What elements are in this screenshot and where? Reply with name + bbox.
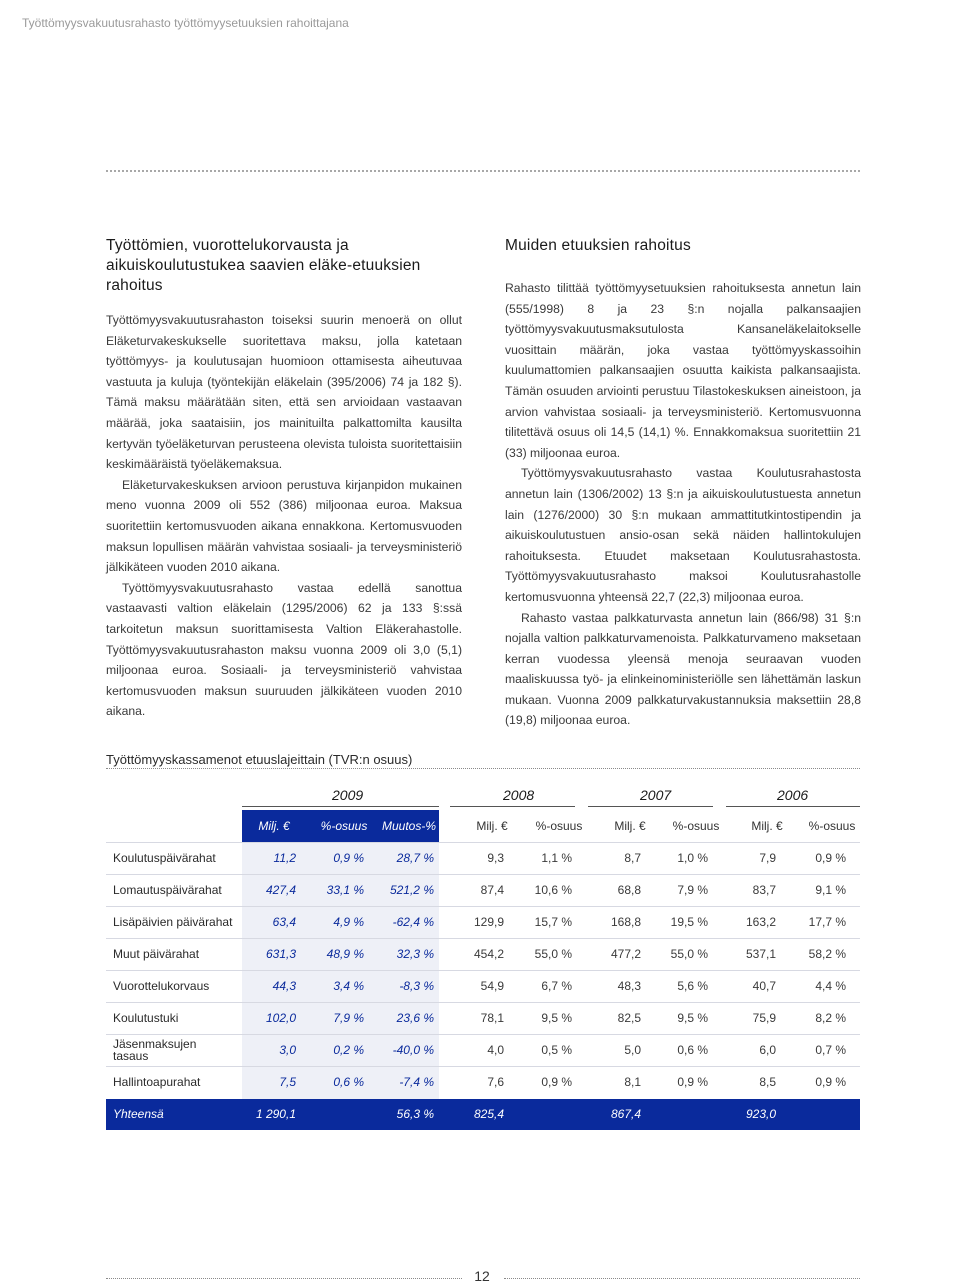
cell: 7,9 % — [677, 883, 708, 897]
cell: 0,9 % — [333, 851, 364, 865]
right-paragraph-3: Rahasto vastaa palkkaturvasta annetun lain (866/98) 31 §:n nojalla valtion palkkaturvamenoista. Palkkaturvameno maksetaan kerran vuodessa yleensä menoja seuraavan vuoden maaliskuussa työ- ja elinkeinoministeriölle sen lähettämän laskun mukaan. Vuonna 2009 palkkaturvakustannuksia maksettiin 28,8 (19,8) miljoonaa euroa. — [505, 610, 861, 728]
cell: 0,9 % — [541, 1075, 572, 1089]
right-paragraph-2: Työttömyysvakuutusrahasto vastaa Koulutusrahastosta annetun lain (1306/2002) 13 §:n ja aikuiskoulutustuesta annetun lain (1276/2000) 30 §:n mukaan ammattitutkintostipendin ja aikuiskoulutustuen ansio-osan sekä näiden hallintokulujen rahoituksesta. Etuudet maksetaan Koulutusrahastosta. Työttömyysvakuutusrahasto maksoi Koulutusrahastolle kertomusvuonna yhteensä 22,7 (22,3) miljoonaa euroa. — [505, 466, 861, 604]
cell: -62,4 % — [392, 915, 434, 929]
cell: 0,7 % — [815, 1043, 846, 1057]
cell: 5,6 % — [677, 979, 708, 993]
year-2006: 2006 — [777, 787, 809, 803]
table-row — [106, 1002, 860, 1034]
cell: 0,9 % — [677, 1075, 708, 1089]
cell: 83,7 — [752, 883, 776, 897]
cell: 521,2 % — [389, 883, 434, 897]
year-2008: 2008 — [503, 787, 535, 803]
col-header-osuus-2008: %-osuus — [535, 819, 583, 833]
left-section-title: Työttömien, vuorottelukorvausta ja aikuiskoulutustukea saavien eläke-etuuksien rahoitus — [106, 237, 421, 294]
total-milj-2007: 867,4 — [610, 1107, 641, 1121]
cell: 4,9 % — [333, 915, 364, 929]
cell: 82,5 — [617, 1011, 641, 1025]
total-milj-2008: 825,4 — [473, 1107, 504, 1121]
row-label: Koulutustuki — [113, 1011, 179, 1025]
cell: 1,1 % — [541, 851, 572, 865]
cell: 3,0 — [279, 1043, 296, 1057]
col-header-muutos-2009: Muutos-% — [381, 819, 437, 833]
table-row — [106, 970, 860, 1002]
cell: 63,4 — [272, 915, 296, 929]
cell: 0,6 % — [677, 1043, 708, 1057]
row-label: Muut päivärahat — [113, 947, 200, 961]
year-rule-2007 — [588, 806, 713, 807]
cell: 9,3 — [487, 851, 504, 865]
cell: 427,4 — [265, 883, 296, 897]
cell: 9,5 % — [541, 1011, 572, 1025]
cell: 19,5 % — [670, 915, 708, 929]
cell: 23,6 % — [396, 1011, 434, 1025]
cell: 17,7 % — [808, 915, 846, 929]
cell: 454,2 — [473, 947, 504, 961]
left-paragraph-3: Työttömyysvakuutusrahasto vastaa edellä sanottua vastaavasti valtion eläkelain (1295/2006) 62 ja 133 §:ssä tarkoitetun maksun suorittamisesta Valtion Eläkerahastolle. Työttömyysvakuutusrahaston maksu vuonna 2009 oli 3,0 (5,1) miljoonaa euroa. Sosiaali- ja terveysministeriö vahvistaa kertomusvuoden maksun suuruuden jälkikäteen vuoden 2010 aikana. — [106, 580, 462, 719]
cell: 15,7 % — [534, 915, 572, 929]
col-header-osuus-2006: %-osuus — [808, 819, 856, 833]
cell: 87,4 — [480, 883, 504, 897]
table-title: Työttömyyskassamenot etuuslajeittain (TVR:n osuus) — [106, 752, 413, 767]
cell: 8,1 — [624, 1075, 641, 1089]
total-milj-2009: 1 290,1 — [255, 1107, 296, 1121]
year-rule-2009 — [242, 806, 439, 807]
total-muutos-2009: 56,3 % — [396, 1107, 434, 1121]
running-header: Työttömyysvakuutusrahasto työttömyysetuuksien rahoittajana — [22, 16, 349, 30]
cell: 0,5 % — [541, 1043, 572, 1057]
left-paragraph-2: Eläketurvakeskuksen arvioon perustuva kirjanpidon mukainen meno vuonna 2009 oli 552 (386) miljoonaa euroa. Maksua suoritettiin kertomusvuoden aikana ennakkona. Kertomusvuoden maksun lopullisen määrän vahvistaa sosiaali- ja terveysministeriö jälkikäteen vuoden 2010 aikana. — [106, 477, 462, 575]
left-column — [106, 236, 462, 722]
cell: 7,9 % — [333, 1011, 364, 1025]
cell: 7,6 — [487, 1075, 504, 1089]
col-header-milj-2006: Milj. € — [751, 819, 783, 833]
cell: 40,7 — [752, 979, 776, 993]
page-number: 12 — [474, 1268, 490, 1284]
row-label: Jäsenmaksujen tasaus — [113, 1037, 197, 1063]
row-label: Lomautuspäivärahat — [113, 883, 222, 897]
footer-rule-left — [106, 1278, 462, 1279]
cell: 5,0 — [624, 1043, 641, 1057]
cell: 8,2 % — [815, 1011, 846, 1025]
row-label: Lisäpäivien päivärahat — [113, 915, 233, 929]
cell: 8,5 — [759, 1075, 776, 1089]
year-2009: 2009 — [332, 787, 364, 803]
cell: 1,0 % — [677, 851, 708, 865]
table-row — [106, 906, 860, 938]
table-row — [106, 874, 860, 906]
total-row — [106, 1099, 860, 1130]
cell: 10,6 % — [534, 883, 572, 897]
total-label: Yhteensä — [113, 1107, 164, 1121]
cell: 33,1 % — [326, 883, 364, 897]
row-label: Hallintoapurahat — [113, 1075, 201, 1089]
cell: 58,2 % — [808, 947, 846, 961]
year-rule-2006 — [726, 806, 860, 807]
table-row — [106, 842, 860, 874]
cell: 48,3 — [617, 979, 641, 993]
col-header-milj-2009: Milj. € — [258, 819, 290, 833]
year-rule-2008 — [450, 806, 575, 807]
cell: 28,7 % — [396, 851, 434, 865]
cell: 68,8 — [617, 883, 641, 897]
cell: -40,0 % — [392, 1043, 434, 1057]
footer-rule-right — [504, 1278, 860, 1279]
cell: 4,4 % — [815, 979, 846, 993]
cell: 9,5 % — [677, 1011, 708, 1025]
cell: -7,4 % — [399, 1075, 434, 1089]
cell: 0,6 % — [333, 1075, 364, 1089]
cell: 7,5 — [279, 1075, 296, 1089]
cell: 78,1 — [480, 1011, 504, 1025]
cell: 11,2 — [273, 851, 296, 865]
cell: 75,9 — [752, 1011, 776, 1025]
cell: 4,0 — [487, 1043, 504, 1057]
cell: 55,0 % — [670, 947, 708, 961]
cell: 7,9 — [759, 851, 776, 865]
table-title-rule — [106, 768, 860, 769]
cell: 631,3 — [265, 947, 296, 961]
right-section-title: Muiden etuuksien rahoitus — [505, 237, 691, 254]
cell: 32,3 % — [396, 947, 434, 961]
cell: 129,9 — [473, 915, 504, 929]
left-paragraph-1: Työttömyysvakuutusrahaston toiseksi suurin menoerä on ollut Eläketurvakeskukselle suoritettava maksu, jolla katetaan työttömyys- ja koulutusajan huomioon ottamisesta aiheutuvaa vastuuta ja kuluja (työntekijän eläkelain (395/2006) 74 ja 182 §). Tämä maksu määrätään siten, että sen arvioidaan vastaavan määrää, joka saataisiin, jos mainituilta palkattomilta kausilta kertyvän työeläketurvan perusteena olevista tuloista suoritettaisiin keskimääräistä työeläkemaksua. — [106, 313, 462, 472]
cell: 0,9 % — [815, 1075, 846, 1089]
right-paragraph-1: Rahasto tilittää työttömyysetuuksien rahoituksesta annetun lain (555/1998) 8 ja 23 §:n nojalla palkansaajien työttömyysvakuutusmaksutulosta Kansaneläkelaitokselle vuosittain määrän, joka vastaa työttömyyskassoihin kuulumattomien palkansaajien osuutta kaikista palkansaajista. Tämän osuuden arviointi perustuu Tilastokeskuksen aineistoon, ja arvion vahvistaa sosiaali- ja terveysministeriö. Kertomusvuonna tilitettävä osuus oli 14,5 (14,1) %. Ennakkomaksua suoritettiin 21 (33) miljoonaa euroa. — [505, 281, 861, 460]
cell: 0,2 % — [333, 1043, 364, 1057]
table-row — [106, 1034, 860, 1066]
cell: 477,2 — [610, 947, 641, 961]
year-2007: 2007 — [640, 787, 672, 803]
cell: 6,0 — [759, 1043, 776, 1057]
cell: 3,4 % — [333, 979, 364, 993]
col-header-osuus-2007: %-osuus — [672, 819, 720, 833]
col-header-osuus-2009: %-osuus — [320, 819, 368, 833]
col-header-milj-2008: Milj. € — [476, 819, 508, 833]
cell: 163,2 — [745, 915, 776, 929]
cell: 54,9 — [480, 979, 504, 993]
top-dotted-rule — [106, 170, 860, 172]
table-row — [106, 1066, 860, 1098]
col-header-milj-2007: Milj. € — [614, 819, 646, 833]
cell: 55,0 % — [534, 947, 572, 961]
cell: 48,9 % — [326, 947, 364, 961]
row-label: Vuorottelukorvaus — [113, 979, 210, 993]
total-milj-2006: 923,0 — [745, 1107, 776, 1121]
cell: 0,9 % — [815, 851, 846, 865]
cell: 44,3 — [272, 979, 296, 993]
cell: 537,1 — [745, 947, 776, 961]
cell: 8,7 — [624, 851, 641, 865]
cell: -8,3 % — [399, 979, 434, 993]
cell: 6,7 % — [541, 979, 572, 993]
row-label: Koulutuspäivärahat — [113, 851, 216, 865]
cell: 168,8 — [610, 915, 641, 929]
table-row — [106, 938, 860, 970]
cell: 102,0 — [265, 1011, 296, 1025]
cell: 9,1 % — [815, 883, 846, 897]
right-column — [505, 236, 861, 731]
